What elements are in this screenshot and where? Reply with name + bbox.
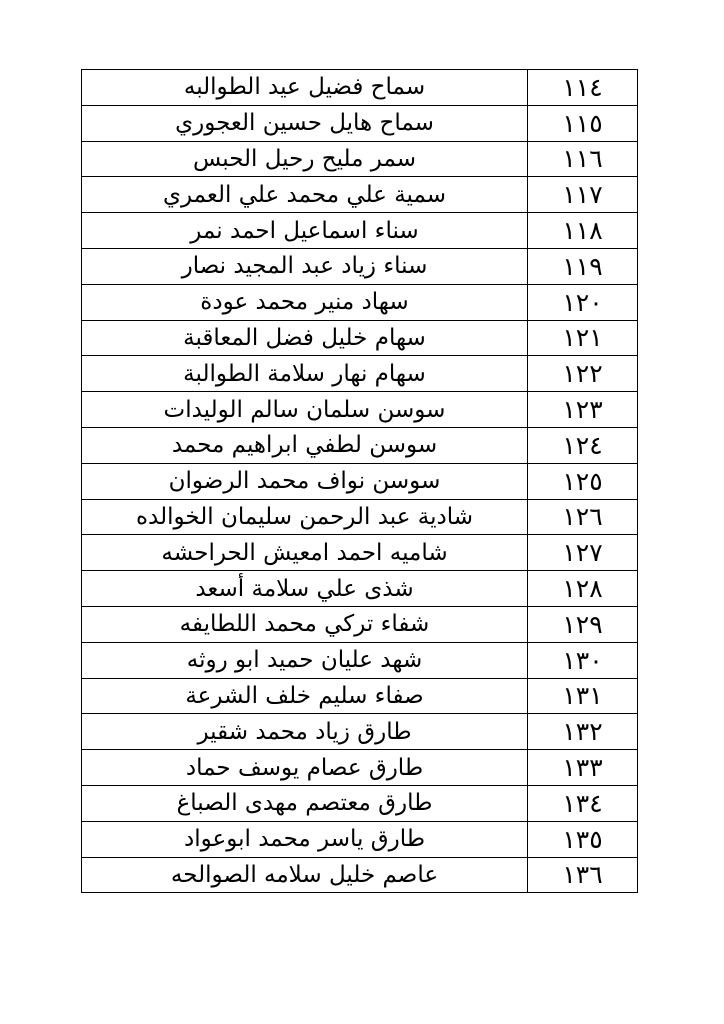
names-table	[81, 69, 638, 893]
person-name: سوسن سلمان سالم الوليدات	[82, 392, 528, 428]
table-row	[82, 141, 638, 177]
table-row	[82, 320, 638, 356]
row-number: ١٢٣	[528, 392, 638, 428]
table-row	[82, 213, 638, 249]
table-row	[82, 284, 638, 320]
person-name: صفاء سليم خلف الشرعة	[82, 678, 528, 714]
person-name: طارق عصام يوسف حماد	[82, 750, 528, 786]
person-name: طارق زياد محمد شقير	[82, 714, 528, 750]
person-name: سهام خليل فضل المعاقبة	[82, 320, 528, 356]
row-number: ١١٥	[528, 105, 638, 141]
table-row	[82, 714, 638, 750]
table-row	[82, 356, 638, 392]
table-row	[82, 821, 638, 857]
row-number: ١٣٤	[528, 785, 638, 821]
table-row	[82, 642, 638, 678]
table-row	[82, 177, 638, 213]
table-row	[82, 105, 638, 141]
table-row	[82, 499, 638, 535]
person-name: سوسن لطفي ابراهيم محمد	[82, 427, 528, 463]
row-number: ١١٧	[528, 177, 638, 213]
row-number: ١٢٨	[528, 571, 638, 607]
table-row	[82, 535, 638, 571]
row-number: ١٢١	[528, 320, 638, 356]
person-name: سماح فضيل عيد الطوالبه	[82, 70, 528, 106]
row-number: ١٢٠	[528, 284, 638, 320]
row-number: ١٣٠	[528, 642, 638, 678]
person-name: شفاء تركي محمد اللطايفه	[82, 606, 528, 642]
person-name: شهد عليان حميد ابو روثه	[82, 642, 528, 678]
table-row	[82, 678, 638, 714]
row-number: ١٢٤	[528, 427, 638, 463]
row-number: ١١٨	[528, 213, 638, 249]
row-number: ١٣٣	[528, 750, 638, 786]
person-name: سناء زياد عبد المجيد نصار	[82, 248, 528, 284]
table-row	[82, 785, 638, 821]
table-row	[82, 463, 638, 499]
person-name: شاميه احمد امعيش الحراحشه	[82, 535, 528, 571]
table-row	[82, 571, 638, 607]
row-number: ١١٦	[528, 141, 638, 177]
person-name: سماح هايل حسين العجوري	[82, 105, 528, 141]
person-name: سمر مليح رحيل الحبس	[82, 141, 528, 177]
row-number: ١٣٢	[528, 714, 638, 750]
person-name: طارق ياسر محمد ابوعواد	[82, 821, 528, 857]
person-name: سهاد منير محمد عودة	[82, 284, 528, 320]
table-row	[82, 857, 638, 893]
person-name: سناء اسماعيل احمد نمر	[82, 213, 528, 249]
person-name: عاصم خليل سلامه الصوالحه	[82, 857, 528, 893]
table-row	[82, 248, 638, 284]
table-row	[82, 427, 638, 463]
row-number: ١١٩	[528, 248, 638, 284]
row-number: ١٢٥	[528, 463, 638, 499]
person-name: سوسن نواف محمد الرضوان	[82, 463, 528, 499]
table-row	[82, 750, 638, 786]
row-number: ١١٤	[528, 70, 638, 106]
row-number: ١٢٩	[528, 606, 638, 642]
row-number: ١٢٧	[528, 535, 638, 571]
person-name: شذى علي سلامة أسعد	[82, 571, 528, 607]
row-number: ١٣٦	[528, 857, 638, 893]
person-name: طارق معتصم مهدى الصباغ	[82, 785, 528, 821]
row-number: ١٢٢	[528, 356, 638, 392]
table-row	[82, 70, 638, 106]
names-table-body	[82, 70, 638, 893]
row-number: ١٣١	[528, 678, 638, 714]
table-row	[82, 606, 638, 642]
person-name: سهام نهار سلامة الطوالبة	[82, 356, 528, 392]
table-row	[82, 392, 638, 428]
person-name: شادية عبد الرحمن سليمان الخوالده	[82, 499, 528, 535]
person-name: سمية علي محمد علي العمري	[82, 177, 528, 213]
row-number: ١٣٥	[528, 821, 638, 857]
row-number: ١٢٦	[528, 499, 638, 535]
